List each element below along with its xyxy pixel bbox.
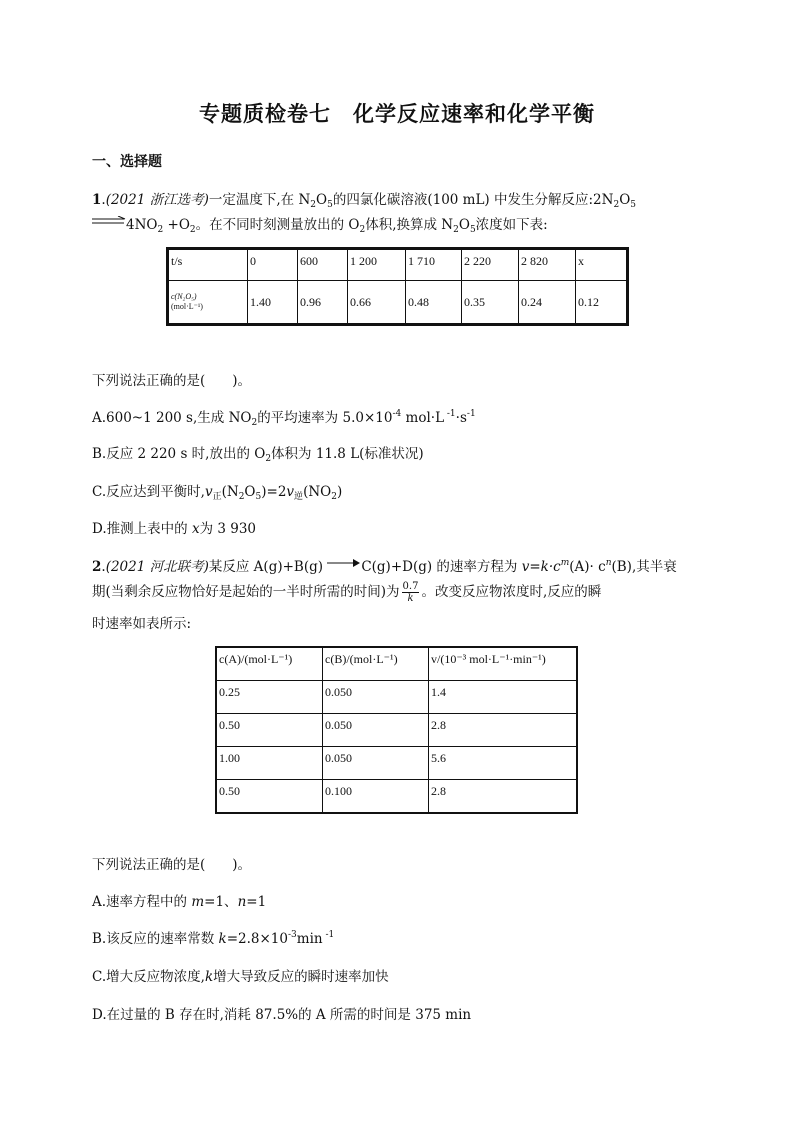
table-cell: 0.050 [323,747,429,780]
equilibrium-arrow-icon [92,216,126,226]
table-header-cell: t/s [168,249,248,281]
q2-option-a[interactable]: A.速率方程中的 m=1、n=1 [92,894,267,910]
q2-number: 2 [92,559,102,575]
q1-ask: 下列说法正确的是( )。 [92,373,252,389]
table-row [216,681,577,714]
q1-data-table [166,247,629,326]
table-cell: 0.96 [298,281,348,325]
q1-number: 1 [92,192,102,208]
q2-option-c[interactable]: C.增大反应物浓度,k增大导致反应的瞬时速率加快 [92,969,389,985]
table-header-cell: c(A)/(mol·L⁻¹) [216,647,323,681]
q2-source: (2021 河北联考) [105,559,209,575]
table-cell: 0.50 [216,780,323,814]
table-header-cell: v/(10⁻³ mol·L⁻¹·min⁻¹) [429,647,578,681]
table-cell: x [576,249,628,281]
table-cell: 0.100 [323,780,429,814]
table-cell: 0.050 [323,681,429,714]
q1-source: (2021 浙江选考) [105,192,209,208]
table-row [216,747,577,780]
table-cell: 2.8 [429,780,578,814]
q2-data-table [215,646,578,814]
table-cell: 1.40 [248,281,298,325]
q1-option-a[interactable]: A.600~1 200 s,生成 $NO_2$的平均速率为 $5.0\times 10^{-4}$ mol·L $^{-1}\cdot s^{-1}$ [92,409,476,428]
table-cell: 1 710 [406,249,462,281]
q2-option-d[interactable]: D.在过量的 B 存在时,消耗 87.5%的 A 所需的时间是 375 min [92,1007,472,1023]
table-cell: 2 820 [519,249,576,281]
q1-option-d[interactable]: D.推测上表中的 x为 3 930 [92,521,257,537]
table-cell: 0.24 [519,281,576,325]
table-row [216,714,577,747]
table-cell: 600 [298,249,348,281]
table-cell: 0.050 [323,714,429,747]
table-row [168,281,628,325]
table-cell: 5.6 [429,747,578,780]
table-cell: 1.4 [429,681,578,714]
table-cell: 2 220 [462,249,519,281]
page-title: 专题质检卷七 化学反应速率和化学平衡 [199,102,595,126]
table-cell: 1.00 [216,747,323,780]
table-cell: 0 [248,249,298,281]
half-life-fraction: $\frac{0.7}{k}$ [402,581,419,604]
table-header-cell: c(N₂O₅) (mol·L⁻¹) [168,281,248,325]
q2-ask: 下列说法正确的是( )。 [92,857,252,873]
section-heading: 一、选择题 [92,154,162,170]
table-cell: 0.50 [216,714,323,747]
table-cell: 0.35 [462,281,519,325]
table-cell: 0.25 [216,681,323,714]
q1-option-b[interactable]: B.反应 2 220 s 时,放出的 $O_2$体积为 11.8 L(标准状况) [92,446,424,464]
q2-option-b[interactable]: B.该反应的速率常数 $k=2.8\times 10^{-3}\min$ $^{-1}$ [92,930,335,947]
q2-stem-line3: 时速率如表所示: [92,616,192,632]
q2-stem-line1: 2.(2021 河北联考)某反应 A(g)+B(g) C(g)+D(g) 的速率方程为 $v=k\cdot c^m(A)\cdot c^n(B)$,其半衰 [92,558,677,575]
table-cell: 2.8 [429,714,578,747]
table-cell: 1 200 [348,249,406,281]
q1-option-c[interactable]: C.反应达到平衡时$,v_正(N_2O_5)=2v_逆(NO_2)$ [92,484,343,502]
table-row [216,647,577,681]
table-row [216,780,577,814]
reaction-arrow-icon [327,558,361,568]
table-header-cell: c(B)/(mol·L⁻¹) [323,647,429,681]
q2-stem-line2: 期(当剩余反应物恰好是起始的一半时所需的时间)为 $\frac{0.7}{k}$ 。改变反应物浓度时,反应的瞬 [92,581,602,604]
table-row [168,249,628,281]
table-cell: 0.12 [576,281,628,325]
table-cell: 0.66 [348,281,406,325]
table-cell: 0.48 [406,281,462,325]
q1-stem-line1: 1.(2021 浙江选考)一定温度下,在 $N_2O_5$的四氯化碳溶液(100 mL) 中发生分解反应$:2N_2O_5$ [92,192,636,210]
q1-stem-line2: $4NO_2 +O_2$。在不同时刻测量放出的 $O_2$体积,换算成 $N_2O_5$浓度如下表: [92,213,548,235]
